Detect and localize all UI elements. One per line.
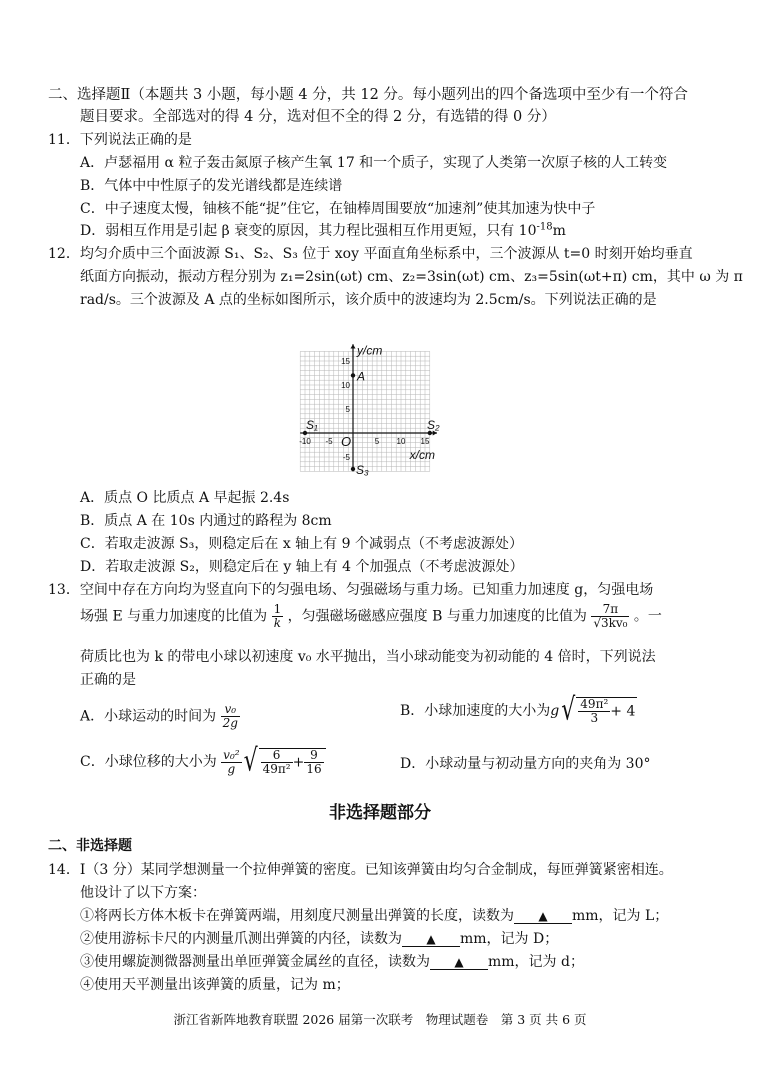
- q12-line2: 纸面方向振动，振动方程分别为 z₁=2sin(ωt) cm、z₂=3sin(ωt) cm、z₃=5sin(ωt+π) cm，其中 ω 为 π: [80, 269, 743, 285]
- q13-b-radicand: [576, 697, 637, 725]
- q13-b-text: B．小球加速度的大小为: [400, 703, 551, 720]
- frac-num: 6: [261, 749, 293, 763]
- q13-c-plus: +: [292, 754, 305, 771]
- frac-den: 3: [590, 711, 599, 726]
- q14-step1-unit: mm，记为 L；: [572, 908, 669, 924]
- q11-option-b: B．气体中中性原子的发光谱线都是连续谱: [80, 178, 343, 194]
- q13-option-d: D．小球动量与初动量方向的夹角为 30°: [400, 756, 651, 772]
- y-tick-label: 5: [345, 405, 350, 414]
- sqrt-icon: √: [561, 692, 576, 728]
- source-s3-marker: [351, 467, 355, 471]
- x-tick-label: 10: [396, 437, 406, 446]
- q13-c-frac1: [261, 749, 293, 776]
- q13-b-frac: [578, 698, 610, 725]
- q14-step3: [80, 954, 584, 971]
- q13-b-g: g: [550, 703, 560, 720]
- answer-blank-1[interactable]: ▲: [514, 909, 572, 924]
- q11-option-d-exp: -18: [536, 221, 553, 233]
- q11-option-d-text: D．弱相互作用是引起 β 衰变的原因，其力程比强相互作用更短，只有 10: [80, 223, 537, 239]
- q13-option-a: [80, 703, 240, 730]
- q11-option-d: [80, 223, 566, 240]
- y-tick-label: 10: [341, 381, 350, 390]
- q11-option-a: A．卢瑟福用 α 粒子轰击氮原子核产生氧 17 和一个质子，实现了人类第一次原子核的人工转变: [80, 155, 668, 171]
- point-a-label: A: [357, 369, 366, 384]
- source-s2-label: S₂: [427, 418, 440, 432]
- q13-option-c: [80, 743, 326, 779]
- y-tick-label: -5: [342, 453, 350, 462]
- source-s3-label: S₃: [356, 463, 369, 477]
- q13-line2-end: 。一: [633, 608, 662, 625]
- q14-step2-text: ②使用游标卡尺的内测量爪测出弹簧的内径，读数为: [80, 931, 402, 947]
- q11-option-d-unit: m: [552, 223, 566, 239]
- q13-c-frac2: [304, 749, 323, 776]
- frac-den: 49π²: [262, 762, 291, 777]
- y-axis-arrow: [351, 344, 356, 348]
- q13-ratio-e-text: 场强 E 与重力加速度的比值为: [80, 608, 268, 625]
- part-title: 非选择题部分: [329, 803, 431, 823]
- q13-c-radicand: [259, 748, 326, 776]
- q13-ratio-e-frac: [272, 603, 284, 630]
- q11-option-c: C．中子速度太慢，铀核不能“捉”住它，在铀棒周围要放“加速剂”使其加速为快中子: [80, 201, 596, 217]
- answer-blank-2[interactable]: ▲: [402, 932, 460, 947]
- q14-line1: 14．Ⅰ（3 分）某同学想测量一个拉伸弹簧的密度。已知该弹簧由均匀合金制成，每匝弹簧紧密相连。: [48, 862, 673, 878]
- q13-ratio-b-text: ，匀强磁场磁感应强度 B 与重力加速度的比值为: [287, 608, 587, 625]
- x-tick-label: 15: [420, 437, 430, 446]
- page-footer: 浙江省新阵地教育联盟 2026 届第一次联考 物理试题卷 第 3 页 共 6 页: [173, 1012, 587, 1027]
- q13-a-frac: [221, 703, 240, 730]
- q14-step3-text: ③使用螺旋测微器测量出单匝弹簧金属丝的直径，读数为: [80, 954, 430, 970]
- q13-option-b: [400, 692, 637, 728]
- x-axis-label: x/cm: [409, 448, 435, 462]
- q12-option-d: D．若取走波源 S₂，则稳定后在 y 轴上有 4 个加强点（不考虑波源处）: [80, 559, 524, 575]
- q14-step4: ④使用天平测量出该弹簧的质量，记为 m；: [80, 977, 350, 993]
- frac-den: 16: [306, 762, 322, 777]
- frac-den: k: [273, 616, 282, 631]
- q13-b-plus4: + 4: [610, 703, 636, 720]
- source-s1-label: S₁: [306, 418, 318, 432]
- coordinate-figure: [278, 318, 478, 490]
- sqrt-icon: √: [243, 743, 258, 779]
- frac-num: 1: [273, 602, 282, 616]
- frac-num: 9: [304, 749, 323, 763]
- point-a-marker: [351, 373, 355, 377]
- y-axis-label: y/cm: [357, 343, 383, 358]
- frac-num: 7π: [591, 603, 629, 617]
- x-tick-label: -10: [299, 437, 311, 446]
- frac-den: √3kv₀: [593, 616, 628, 631]
- q12-line3: rad/s。三个波源及 A 点的坐标如图所示，该介质中的波速均为 2.5cm/s。下列说法正确的是: [80, 292, 657, 308]
- section-nonchoice: 二、非选择题: [48, 838, 132, 854]
- q13-c-frac: [221, 749, 241, 776]
- x-tick-label: -5: [325, 437, 333, 446]
- q14-step1: [80, 908, 668, 925]
- frac-num: v₀: [221, 703, 240, 717]
- q12-option-b: B．质点 A 在 10s 内通过的路程为 8cm: [80, 513, 332, 529]
- answer-blank-3[interactable]: ▲: [430, 955, 488, 970]
- x-tick-label: 5: [374, 437, 380, 446]
- q13-ratio-b-frac: [591, 603, 629, 630]
- origin-label: O: [341, 434, 352, 449]
- q13-c-text: C．小球位移的大小为: [80, 754, 217, 771]
- frac-den: 2g: [222, 716, 238, 731]
- q13-line3: 荷质比也为 k 的带电小球以初速度 v₀ 水平抛出，当小球动能变为初动能的 4 倍时，下列说法: [80, 649, 656, 665]
- q13-line4: 正确的是: [80, 672, 136, 688]
- q12-line1: 12．均匀介质中三个面波源 S₁、S₂、S₃ 位于 xoy 平面直角坐标系中，三个波源从 t=0 时刻开始均垂直: [48, 246, 693, 262]
- q14-step3-unit: mm，记为 d；: [488, 954, 584, 970]
- q14-line2: 他设计了以下方案：: [80, 885, 206, 901]
- q14-step2: [80, 931, 558, 948]
- y-tick-label: 15: [341, 357, 350, 366]
- frac-den: g: [227, 761, 236, 776]
- section-heading-cont: 题目要求。全部选对的得 4 分，选对但不全的得 2 分，有选错的得 0 分）: [80, 109, 556, 125]
- q13-line2: [80, 603, 662, 630]
- frac-num: v₀²: [223, 747, 240, 762]
- q14-step1-text: ①将两长方体木板卡在弹簧两端，用刻度尺测量出弹簧的长度，读数为: [80, 908, 514, 924]
- q14-step2-unit: mm，记为 D；: [460, 931, 559, 947]
- q13-a-text: A．小球运动的时间为: [80, 708, 217, 725]
- q13-line1: 13．空间中存在方向均为竖直向下的匀强电场、匀强磁场与重力场。已知重力加速度 g，匀强电场: [48, 582, 654, 598]
- q12-option-c: C．若取走波源 S₃，则稳定后在 x 轴上有 9 个减弱点（不考虑波源处）: [80, 536, 523, 552]
- frac-num: 49π²: [580, 697, 609, 711]
- q12-option-a: A．质点 O 比质点 A 早起振 2.4s: [80, 490, 290, 506]
- section-heading: 二、选择题Ⅱ（本题共 3 小题，每小题 4 分，共 12 分。每小题列出的四个备选项中至少有一个符合: [48, 87, 688, 103]
- q11-stem: 11．下列说法正确的是: [48, 132, 192, 148]
